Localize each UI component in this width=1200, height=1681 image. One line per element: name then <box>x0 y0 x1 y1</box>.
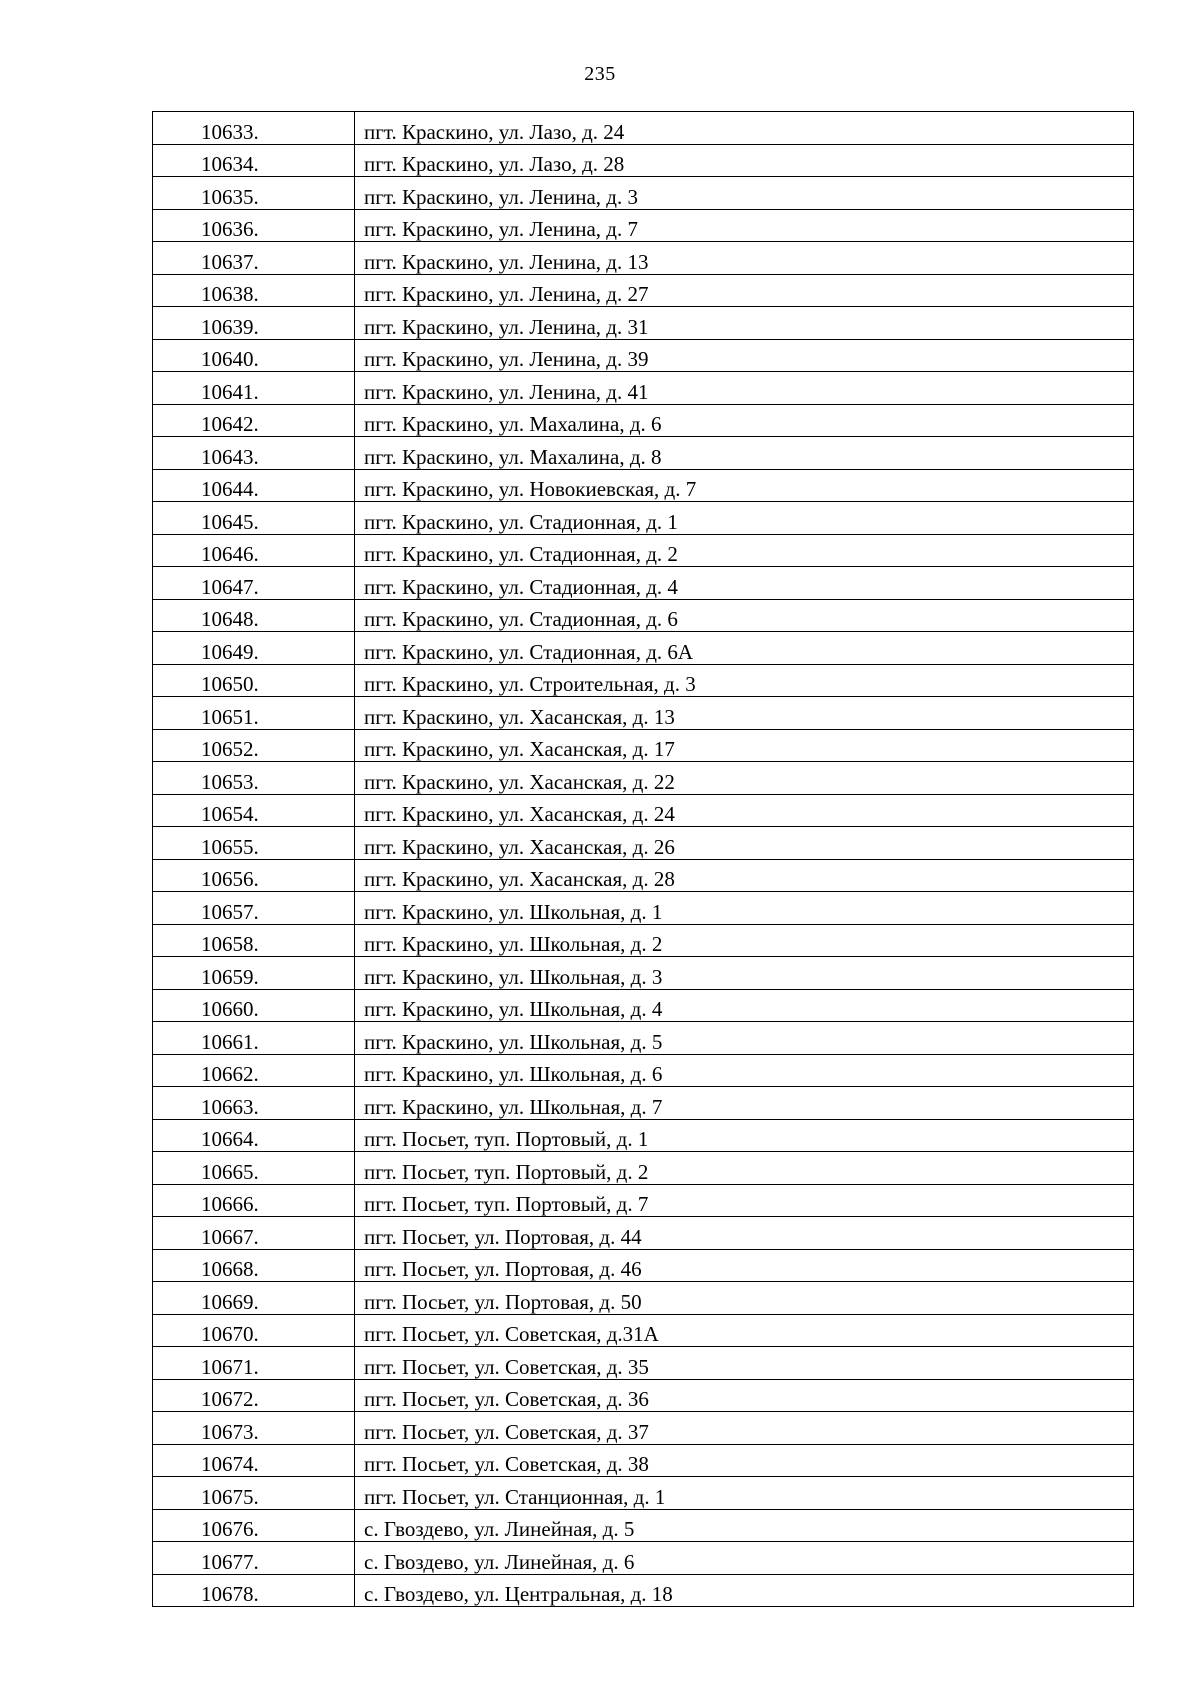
address-cell: пгт. Краскино, ул. Хасанская, д. 17 <box>355 729 1134 762</box>
row-number-cell: 10673. <box>153 1412 355 1445</box>
table-row <box>153 1412 1134 1445</box>
table-row <box>153 1217 1134 1250</box>
address-cell: пгт. Посьет, ул. Советская, д. 36 <box>355 1379 1134 1412</box>
row-number-cell: 10649. <box>153 632 355 665</box>
table-row <box>153 989 1134 1022</box>
table-row <box>153 1509 1134 1542</box>
table-row <box>153 762 1134 795</box>
address-cell: пгт. Краскино, ул. Школьная, д. 4 <box>355 989 1134 1022</box>
table-row <box>153 177 1134 210</box>
address-cell: пгт. Краскино, ул. Хасанская, д. 13 <box>355 697 1134 730</box>
address-cell: с. Гвоздево, ул. Линейная, д. 5 <box>355 1509 1134 1542</box>
address-cell: пгт. Посьет, ул. Советская, д.31А <box>355 1314 1134 1347</box>
row-number-cell: 10653. <box>153 762 355 795</box>
row-number-cell: 10661. <box>153 1022 355 1055</box>
table-row <box>153 372 1134 405</box>
address-cell: пгт. Краскино, ул. Ленина, д. 27 <box>355 274 1134 307</box>
table-row <box>153 1119 1134 1152</box>
row-number-cell: 10638. <box>153 274 355 307</box>
row-number-cell: 10665. <box>153 1152 355 1185</box>
table-row <box>153 1022 1134 1055</box>
table-row <box>153 859 1134 892</box>
address-cell: пгт. Краскино, ул. Школьная, д. 2 <box>355 924 1134 957</box>
table-row <box>153 144 1134 177</box>
row-number-cell: 10677. <box>153 1542 355 1575</box>
row-number-cell: 10651. <box>153 697 355 730</box>
address-cell: пгт. Посьет, ул. Станционная, д. 1 <box>355 1477 1134 1510</box>
address-cell: пгт. Краскино, ул. Стадионная, д. 4 <box>355 567 1134 600</box>
table-row <box>153 1542 1134 1575</box>
address-cell: пгт. Посьет, ул. Советская, д. 38 <box>355 1444 1134 1477</box>
address-cell: пгт. Краскино, ул. Школьная, д. 1 <box>355 892 1134 925</box>
row-number-cell: 10640. <box>153 339 355 372</box>
address-cell: пгт. Посьет, ул. Портовая, д. 50 <box>355 1282 1134 1315</box>
table-row <box>153 1379 1134 1412</box>
row-number-cell: 10633. <box>153 112 355 145</box>
row-number-cell: 10666. <box>153 1184 355 1217</box>
table-row <box>153 112 1134 145</box>
table-row <box>153 957 1134 990</box>
row-number-cell: 10637. <box>153 242 355 275</box>
row-number-cell: 10662. <box>153 1054 355 1087</box>
table-row <box>153 924 1134 957</box>
address-cell: пгт. Краскино, ул. Школьная, д. 6 <box>355 1054 1134 1087</box>
row-number-cell: 10671. <box>153 1347 355 1380</box>
address-cell: пгт. Посьет, туп. Портовый, д. 1 <box>355 1119 1134 1152</box>
address-cell: пгт. Краскино, ул. Лазо, д. 24 <box>355 112 1134 145</box>
address-cell: пгт. Краскино, ул. Хасанская, д. 22 <box>355 762 1134 795</box>
address-cell: пгт. Краскино, ул. Школьная, д. 7 <box>355 1087 1134 1120</box>
table-row <box>153 502 1134 535</box>
table-row <box>153 469 1134 502</box>
table-row <box>153 827 1134 860</box>
address-cell: пгт. Краскино, ул. Ленина, д. 31 <box>355 307 1134 340</box>
address-cell: пгт. Краскино, ул. Ленина, д. 7 <box>355 209 1134 242</box>
table-row <box>153 729 1134 762</box>
row-number-cell: 10652. <box>153 729 355 762</box>
table-row <box>153 892 1134 925</box>
address-cell: пгт. Краскино, ул. Стадионная, д. 1 <box>355 502 1134 535</box>
page-number: 235 <box>584 63 616 85</box>
row-number-cell: 10645. <box>153 502 355 535</box>
row-number-cell: 10660. <box>153 989 355 1022</box>
row-number-cell: 10674. <box>153 1444 355 1477</box>
table-row <box>153 1152 1134 1185</box>
row-number-cell: 10678. <box>153 1574 355 1607</box>
row-number-cell: 10643. <box>153 437 355 470</box>
table-row <box>153 1444 1134 1477</box>
row-number-cell: 10668. <box>153 1249 355 1282</box>
table-row <box>153 307 1134 340</box>
address-cell: пгт. Краскино, ул. Ленина, д. 3 <box>355 177 1134 210</box>
address-cell: пгт. Краскино, ул. Стадионная, д. 6А <box>355 632 1134 665</box>
address-cell: пгт. Краскино, ул. Ленина, д. 41 <box>355 372 1134 405</box>
address-cell: пгт. Краскино, ул. Ленина, д. 13 <box>355 242 1134 275</box>
address-cell: пгт. Посьет, туп. Портовый, д. 2 <box>355 1152 1134 1185</box>
table-row <box>153 567 1134 600</box>
table-row <box>153 632 1134 665</box>
table-row <box>153 1347 1134 1380</box>
address-cell: пгт. Посьет, ул. Советская, д. 35 <box>355 1347 1134 1380</box>
address-cell: пгт. Краскино, ул. Стадионная, д. 6 <box>355 599 1134 632</box>
table-row <box>153 599 1134 632</box>
row-number-cell: 10634. <box>153 144 355 177</box>
row-number-cell: 10672. <box>153 1379 355 1412</box>
row-number-cell: 10655. <box>153 827 355 860</box>
address-cell: с. Гвоздево, ул. Линейная, д. 6 <box>355 1542 1134 1575</box>
row-number-cell: 10642. <box>153 404 355 437</box>
row-number-cell: 10648. <box>153 599 355 632</box>
table-row <box>153 1574 1134 1607</box>
row-number-cell: 10646. <box>153 534 355 567</box>
row-number-cell: 10647. <box>153 567 355 600</box>
row-number-cell: 10664. <box>153 1119 355 1152</box>
table-row <box>153 534 1134 567</box>
table-row <box>153 339 1134 372</box>
row-number-cell: 10654. <box>153 794 355 827</box>
table-row <box>153 274 1134 307</box>
table-row <box>153 209 1134 242</box>
table-row <box>153 794 1134 827</box>
table-row <box>153 664 1134 697</box>
address-cell: пгт. Краскино, ул. Махалина, д. 8 <box>355 437 1134 470</box>
address-cell: пгт. Краскино, ул. Лазо, д. 28 <box>355 144 1134 177</box>
address-cell: пгт. Краскино, ул. Хасанская, д. 28 <box>355 859 1134 892</box>
table-row <box>153 1314 1134 1347</box>
row-number-cell: 10676. <box>153 1509 355 1542</box>
address-cell: пгт. Посьет, туп. Портовый, д. 7 <box>355 1184 1134 1217</box>
table-row <box>153 242 1134 275</box>
row-number-cell: 10636. <box>153 209 355 242</box>
row-number-cell: 10669. <box>153 1282 355 1315</box>
row-number-cell: 10644. <box>153 469 355 502</box>
table-row <box>153 437 1134 470</box>
address-cell: пгт. Краскино, ул. Ленина, д. 39 <box>355 339 1134 372</box>
row-number-cell: 10675. <box>153 1477 355 1510</box>
table-row <box>153 1282 1134 1315</box>
table-row <box>153 1249 1134 1282</box>
table-row <box>153 404 1134 437</box>
address-cell: с. Гвоздево, ул. Центральная, д. 18 <box>355 1574 1134 1607</box>
address-cell: пгт. Посьет, ул. Портовая, д. 46 <box>355 1249 1134 1282</box>
table-row <box>153 1477 1134 1510</box>
address-cell: пгт. Краскино, ул. Махалина, д. 6 <box>355 404 1134 437</box>
address-cell: пгт. Краскино, ул. Строительная, д. 3 <box>355 664 1134 697</box>
table-row <box>153 1087 1134 1120</box>
row-number-cell: 10658. <box>153 924 355 957</box>
address-cell: пгт. Краскино, ул. Новокиевская, д. 7 <box>355 469 1134 502</box>
row-number-cell: 10635. <box>153 177 355 210</box>
address-cell: пгт. Краскино, ул. Хасанская, д. 24 <box>355 794 1134 827</box>
row-number-cell: 10659. <box>153 957 355 990</box>
row-number-cell: 10641. <box>153 372 355 405</box>
address-cell: пгт. Краскино, ул. Хасанская, д. 26 <box>355 827 1134 860</box>
address-cell: пгт. Краскино, ул. Школьная, д. 5 <box>355 1022 1134 1055</box>
address-cell: пгт. Краскино, ул. Школьная, д. 3 <box>355 957 1134 990</box>
row-number-cell: 10656. <box>153 859 355 892</box>
row-number-cell: 10657. <box>153 892 355 925</box>
table-row <box>153 1054 1134 1087</box>
address-cell: пгт. Посьет, ул. Советская, д. 37 <box>355 1412 1134 1445</box>
row-number-cell: 10650. <box>153 664 355 697</box>
table-row <box>153 697 1134 730</box>
row-number-cell: 10639. <box>153 307 355 340</box>
table-row <box>153 1184 1134 1217</box>
row-number-cell: 10670. <box>153 1314 355 1347</box>
row-number-cell: 10663. <box>153 1087 355 1120</box>
row-number-cell: 10667. <box>153 1217 355 1250</box>
address-cell: пгт. Краскино, ул. Стадионная, д. 2 <box>355 534 1134 567</box>
address-table <box>152 111 1134 1607</box>
address-cell: пгт. Посьет, ул. Портовая, д. 44 <box>355 1217 1134 1250</box>
address-table-body <box>153 112 1134 1607</box>
